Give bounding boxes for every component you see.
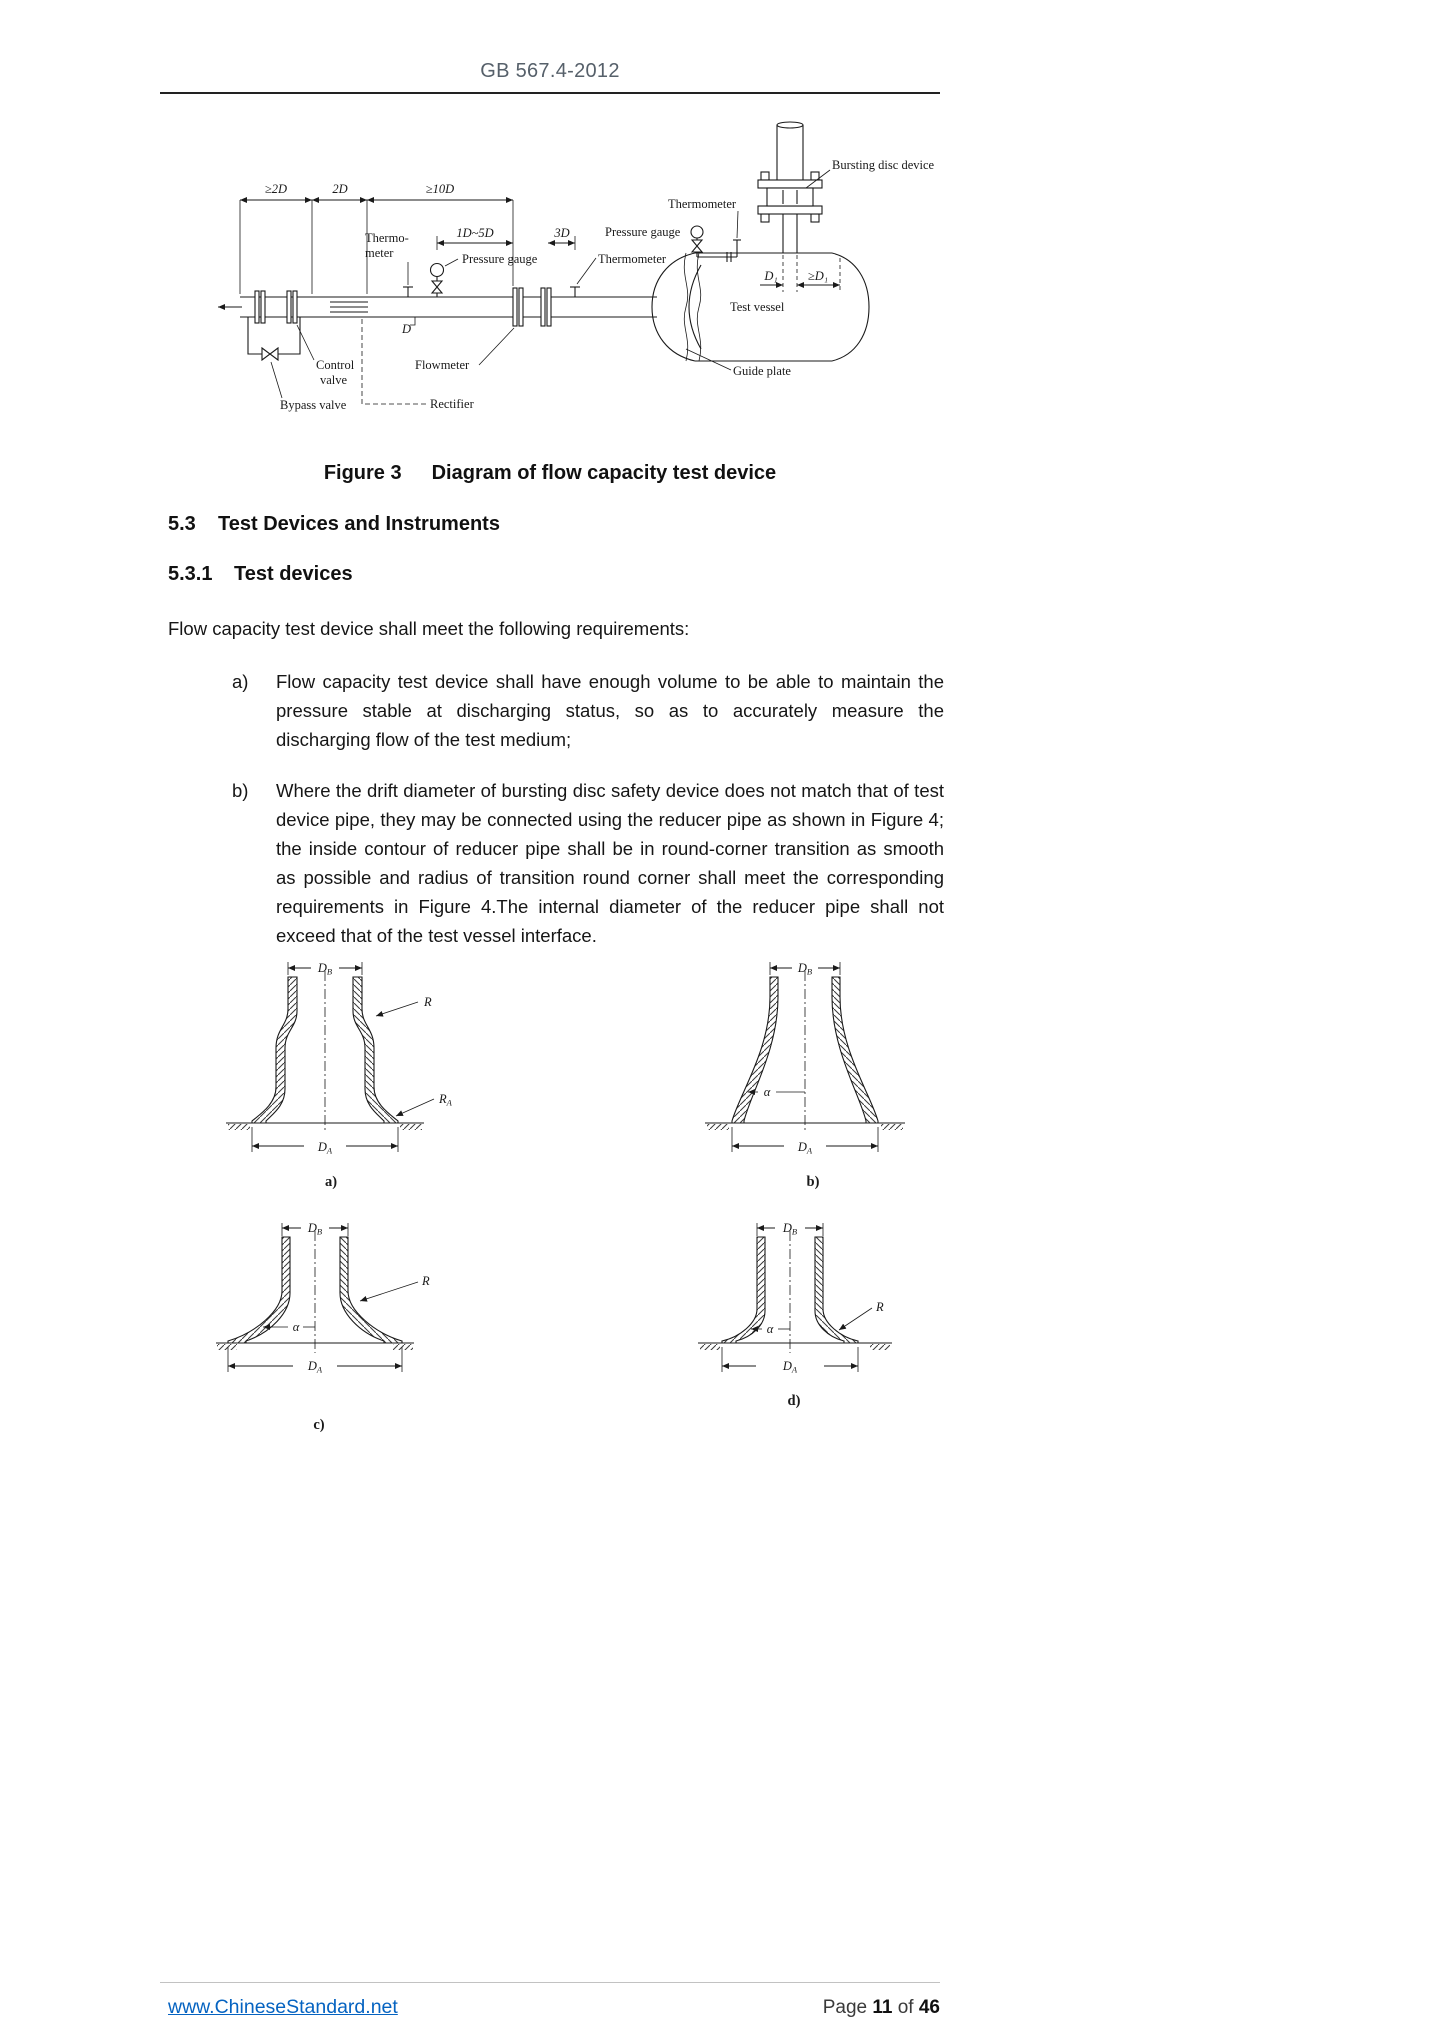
header-divider (160, 92, 940, 94)
section-heading-5-3-1 (168, 563, 353, 586)
subfigure-label-d: d) (787, 1393, 801, 1409)
dim-d: D (402, 322, 412, 336)
dim-da-a: $D_A$ (317, 1140, 333, 1156)
figure4-linework (216, 962, 905, 1372)
figure4-diagram (200, 955, 940, 1445)
dim-da-b: $D_A$ (797, 1140, 813, 1156)
section-number: 5.3.1 (168, 563, 213, 585)
list-item-b-label: b) (232, 780, 249, 801)
pressure-gauge-symbol-2 (691, 226, 703, 238)
figure3-caption (160, 462, 940, 485)
dim-alpha-c: α (292, 1320, 300, 1334)
label-guide-plate: Guide plate (733, 364, 791, 378)
dim-alpha-d: α (766, 1322, 774, 1336)
reducer-c (216, 1223, 418, 1372)
section-number: 5.3 (168, 513, 196, 535)
dim-alpha-b: α (763, 1085, 771, 1099)
dim-db-a: $D_B$ (317, 961, 333, 977)
dim-ra-a: $R_A$ (439, 1092, 452, 1108)
reducer-a (226, 962, 434, 1152)
section-title: Test devices (234, 563, 353, 585)
page-indicator (160, 1997, 940, 2019)
bypass-valve-symbol (262, 348, 278, 360)
dim-ge-d1: ≥D₁ (807, 269, 829, 283)
dim-db-d: $D_B$ (782, 1221, 798, 1237)
dim-d1: D₁ (764, 269, 778, 283)
label-control-valve: Control (316, 358, 355, 372)
list-item-b (232, 776, 944, 950)
of-word: of (892, 1997, 919, 2018)
page-number: 11 (872, 1997, 893, 2018)
section-title: Test Devices and Instruments (218, 513, 500, 535)
label-flowmeter: Flowmeter (415, 358, 470, 372)
label-thermometer-3: Thermometer (668, 197, 737, 211)
label-thermometer-1: Thermo- (365, 231, 409, 245)
bursting-disc-device-symbol (758, 172, 822, 222)
figure3-diagram (200, 112, 940, 447)
list-item-a (232, 667, 944, 754)
dim-ge10d: ≥10D (425, 182, 455, 196)
dim-3d: 3D (554, 226, 570, 240)
page-header-title: GB 567.4-2012 (480, 60, 620, 82)
footer-website-link[interactable]: www.ChineseStandard.net (168, 1996, 398, 2018)
intro-paragraph: Flow capacity test device shall meet the following requirements: (168, 618, 690, 639)
subfigure-label-b: b) (806, 1174, 820, 1190)
figure3-caption-text: Diagram of flow capacity test device (431, 462, 777, 484)
dim-r-c: R (422, 1274, 430, 1288)
footer-divider (160, 1982, 940, 1983)
subfigure-label-a: a) (324, 1174, 338, 1190)
figure3-caption-label: Figure 3 (323, 462, 402, 484)
pressure-gauge-symbol-1 (431, 264, 444, 277)
list-item-a-label: a) (232, 671, 249, 692)
figure4-labels (293, 961, 884, 1433)
section-heading-5-3 (168, 513, 500, 536)
label-control-valve-b: valve (320, 373, 348, 387)
dim-db-b: $D_B$ (797, 961, 813, 977)
label-thermometer-2: Thermometer (598, 252, 667, 266)
flowmeter-symbol (513, 288, 551, 326)
label-rectifier: Rectifier (430, 397, 474, 411)
label-pressure-gauge-1: Pressure gauge (462, 252, 538, 266)
break-line (684, 253, 687, 361)
dim-1d-5d: 1D~5D (456, 226, 494, 240)
dim-r-a: R (424, 995, 432, 1009)
label-bursting-disc-device: Bursting disc device (832, 158, 935, 172)
subfigure-label-c: c) (313, 1417, 325, 1433)
page-word: Page (822, 1997, 873, 2018)
label-thermometer-1b: meter (365, 246, 394, 260)
label-pressure-gauge-2: Pressure gauge (605, 225, 681, 239)
dim-da-d: $D_A$ (782, 1359, 798, 1375)
dim-r-d: R (876, 1300, 884, 1314)
control-valve-symbol (255, 291, 297, 323)
reducer-b (705, 962, 905, 1152)
dim-2d: 2D (332, 182, 348, 196)
dim-ge2d: ≥2D (264, 182, 288, 196)
label-bypass-valve: Bypass valve (280, 398, 347, 412)
list-item-a-text: Flow capacity test device shall have enough volume to be able to maintain the pressure stable at discharging status, so as to accurately measure the discharging flow of the test medium; (276, 671, 944, 750)
page-total: 46 (918, 1997, 940, 2018)
dim-db-c: $D_B$ (307, 1221, 323, 1237)
reducer-d (698, 1223, 892, 1372)
list-item-b-text: Where the drift diameter of bursting disc safety device does not match that of test device pipe, they may be connected using the reducer pipe as shown in Figure 4; the inside contour of reducer pipe shall be in round-corner transition as smooth as possible and radius of transition round corner shall meet the corresponding requirements in Figure 4.The internal diameter of the reducer pipe shall not exceed that of the test vessel interface. (276, 780, 944, 946)
dim-da-c: $D_A$ (307, 1359, 323, 1375)
label-test-vessel: Test vessel (730, 300, 785, 314)
